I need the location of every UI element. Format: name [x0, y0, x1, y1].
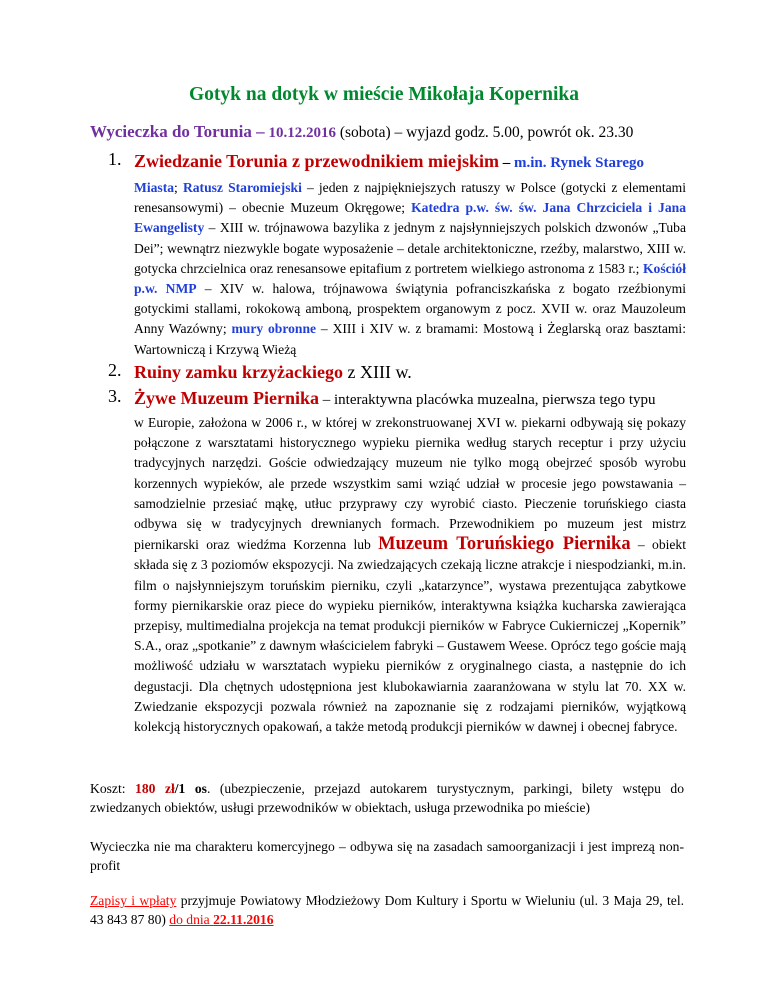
trip-subtitle — [90, 122, 633, 142]
trip-destination: Wycieczka do Torunia – — [90, 122, 265, 141]
item-heading-line — [108, 360, 686, 384]
ratusz-label: Ratusz Staromiejski — [182, 180, 302, 195]
non-profit-note: Wycieczka nie ma charakteru komercyjnego – odbywa się na zasadach samoorganizacji i jest imprezą non-profit — [90, 839, 684, 874]
signup-section — [90, 891, 684, 930]
kosciol-label: Kościół p.w. NMP — [134, 260, 686, 297]
item-heading: Zwiedzanie Torunia z przewodnikiem miejskim — [134, 151, 500, 171]
item-subheading: m.in. Rynek Starego — [514, 155, 645, 171]
mury-label: mury obronne — [231, 321, 317, 337]
item-body: Miasta; Ratusz Staromiejski – jeden z najpiękniejszych ratuszy w Polsce (gotycki z elementami renesansowymi) – obecnie Muzeum Okręgowe; Katedra p.w. św. św. Jana Chrzciciela i Jana Ewangelisty – XIII w. trójnawowa bazylika z jednym z najsłynniejszych polskich dzwonów „Tuba Dei”; wewnątrz niezwykle bogate wyposażenie – detale architektoniczne, rzeźby, malarstwo, XIII w. gotycka chrzcielnica oraz renesansowe epitafium z portretem wielkiego astronoma z 1583 r.; Kościół p.w. NMP – XIV w. halowa, trójnawowa świątynia pofranciszkańska z bogato rzeźbionymi gotyckimi stallami, rokokową amboną, prospektem organowym z pocz. XVII w. oraz Mauzoleum Anny Wazówny; mury obronne – XIII i XIV w. z bramami: Mostową i Żeglarską oraz basztami: Wartowniczą i Krzywą Wieżą — [134, 180, 686, 357]
list-item-1 — [108, 149, 686, 175]
item-1-description — [108, 178, 686, 360]
item-number: 2. — [108, 360, 122, 380]
list-item-2 — [108, 360, 686, 384]
item-number: 1. — [108, 149, 122, 169]
signup-text: przyjmuje Powiatowy Młodzieżowy Dom Kultury i Sportu w Wieluniu (ul. 3 Maja 29, tel. 43 843 87 80) — [90, 893, 684, 928]
rynek-label: Miasta — [134, 180, 175, 195]
cost-amount: 180 zł — [135, 781, 175, 796]
trip-times: (sobota) – wyjazd godz. 5.00, powrót ok. 23.30 — [335, 124, 634, 141]
trip-date: 10.12.2016 — [268, 125, 336, 141]
list-item-3 — [108, 386, 686, 412]
cost-details: . (ubezpieczenie, przejazd autokarem turystycznym, parkingi, bilety wstępu do zwiedzanych obiektów, usługi przewodników w obiektach, usługa przewodnika po mieście) — [90, 781, 685, 816]
deadline-prefix: do dnia — [169, 912, 210, 928]
cost-per: /1 os — [174, 781, 207, 796]
item-3-description — [108, 413, 686, 737]
item-heading-line — [108, 386, 686, 412]
item-heading: Ruiny zamku krzyżackiego — [134, 362, 343, 382]
item-heading-rest: – interaktywna placówka muzealna, pierwsza tego typu — [318, 392, 656, 408]
signup-link[interactable]: Zapisy i wpłaty — [90, 893, 177, 908]
item-heading-rest: z XIII w. — [343, 362, 412, 382]
cost-label: Koszt: — [90, 781, 136, 796]
deadline-date: 22.11.2016 — [213, 912, 274, 928]
item-number: 3. — [108, 386, 122, 406]
katedra-label: Katedra p.w. św. św. Jana Chrzciciela i Jana Ewangelisty — [134, 200, 686, 236]
item-heading-line — [108, 149, 686, 175]
item-heading: Żywe Muzeum Piernika — [134, 388, 319, 408]
cost-section — [90, 779, 684, 818]
item-body: w Europie, założona w 2006 r., w której w zrekonstruowanej XVI w. piekarni odbywają się pokazy połączone z warsztatami historycznego wypieku piernika według starych receptur i przy użyciu tradycyjnych narzędzi. Goście odwiedzający muzeum nie tylko mogą obejrzeć sposób wyrobu korzennych wypieków, ale przede wszystkim sami wziąć udział w procesie jego powstawania – samodzielnie przesiać mąkę, utłuc przyprawy czy wyrobić ciasto. Pieczenie toruńskiego ciasta odbywa się w tradycyjnych drewnianych formach. Przewodnikiem po muzeum jest mistrz piernikarski oraz wiedźma Korzenna lub Muzeum Toruńskiego Piernika – obiekt składa się z 3 poziomów ekspozycji. Na zwiedzających czekają liczne atrakcje i niespodzianki, m.in. film o najsłynniejszym toruńskim pierniku, czyli „katarzynce”, wystawa prezentująca zabytkowe formy piernikarskie oraz piece do wypieku pierników, interaktywna książka kucharska zawierająca przepisy, multimedialna projekcja na temat produkcji pierników w Fabryce Cukierniczej „Kopernik” S.A., oraz „spotkanie” z dawnym właścicielem fabryki – Gustawem Weese. Oprócz tego goście mają możliwość udziału w warsztatach wypieku pierników z oryginalnego ciasta, a następnie do ich degustacji. Dla chętnych udostępniona jest klubokawiarnia zaaranżowana w stylu lat 70. XX w. Zwiedzanie ekspozycji pozwala również na zapoznanie się z rodzajami pierników, wyjątkową kolekcją historycznych opakowań, a także metodą produkcji pierników w dawnej i obecnej fabryce. — [134, 415, 687, 735]
museum-name: Muzeum Toruńskiego Piernika — [378, 534, 631, 555]
item-dash: – — [499, 155, 515, 171]
page-title: Gotyk na dotyk w mieście Mikołaja Kopernika — [188, 84, 579, 105]
